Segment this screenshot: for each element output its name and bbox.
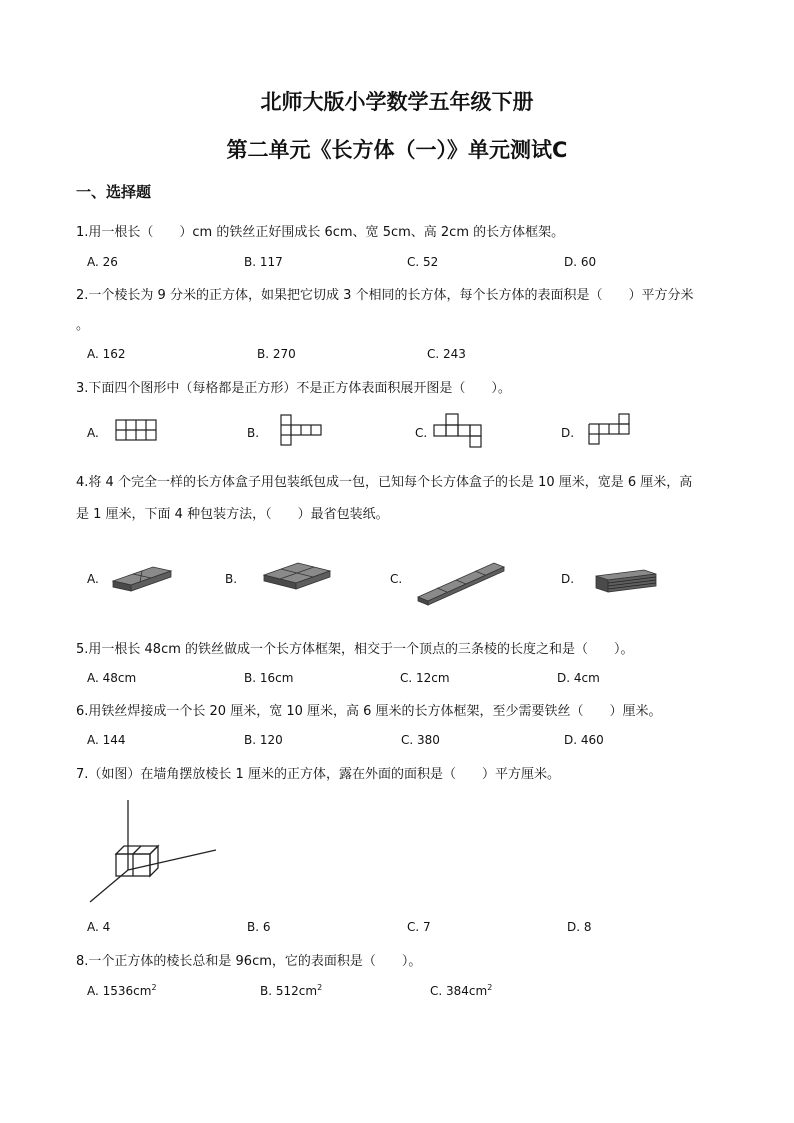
q4-option-c[interactable]: C. (390, 572, 403, 586)
question-4-text: 4.将 4 个完全一样的长方体盒子用包装纸包成一包，已知每个长方体盒子的长是 10 厘米，宽是 6 厘米，高 (76, 475, 693, 490)
net-figure-c (434, 414, 484, 448)
q6-option-c[interactable]: C. 380 (401, 733, 440, 747)
q8-option-a-unit-exponent: 2 (151, 983, 157, 992)
section-heading: 一、选择题 (76, 183, 152, 201)
net-figure-a (116, 420, 158, 442)
question-4-text-cont: 是 1 厘米，下面 4 种包装方法，（ ）最省包装纸。 (76, 507, 389, 522)
q8-option-c-unit-exponent: 2 (487, 983, 493, 992)
q8-option-b-label: B. 512cm (260, 984, 318, 998)
q1-option-d[interactable]: D. 60 (564, 255, 597, 269)
net-figure-b (281, 415, 325, 447)
q2-option-b[interactable]: B. 270 (257, 347, 296, 361)
document-title: 北师大版小学数学五年级下册 (260, 90, 534, 114)
q3-option-b[interactable]: B. (247, 426, 260, 440)
question-1-text: 1.用一根长（ ）cm 的铁丝正好围成长 6cm、宽 5cm、高 2cm 的长方体框架。 (76, 225, 565, 240)
q8-option-b-unit-exponent: 2 (317, 983, 323, 992)
q6-option-a[interactable]: A. 144 (87, 733, 126, 747)
q5-option-d[interactable]: D. 4cm (557, 671, 600, 685)
q6-option-b[interactable]: B. 120 (244, 733, 283, 747)
q8-option-a[interactable] (87, 983, 157, 998)
q7-option-c[interactable]: C. 7 (407, 920, 431, 934)
question-7-text: 7.（如图）在墙角摆放棱长 1 厘米的正方体，露在外面的面积是（ ）平方厘米。 (76, 767, 560, 782)
q3-option-a[interactable]: A. (87, 426, 99, 440)
box-arrangement-b (262, 559, 332, 595)
q5-option-a[interactable]: A. 48cm (87, 671, 137, 685)
q2-option-c[interactable]: C. 243 (427, 347, 466, 361)
question-8-text: 8.一个正方体的棱长总和是 96cm，它的表面积是（ ）。 (76, 954, 422, 969)
question-5-text: 5.用一根长 48cm 的铁丝做成一个长方体框架，相交于一个顶点的三条棱的长度之和是（ ）。 (76, 642, 634, 657)
q6-option-d[interactable]: D. 460 (564, 733, 604, 747)
q1-option-a[interactable]: A. 26 (87, 255, 118, 269)
q8-option-a-label: A. 1536cm (87, 984, 152, 998)
q5-option-c[interactable]: C. 12cm (400, 671, 450, 685)
q7-option-d[interactable]: D. 8 (567, 920, 592, 934)
q4-option-a[interactable]: A. (87, 572, 99, 586)
q1-option-c[interactable]: C. 52 (407, 255, 439, 269)
box-arrangement-a (111, 561, 173, 595)
q8-option-b[interactable] (260, 983, 322, 998)
q8-option-c-label: C. 384cm (430, 984, 488, 998)
net-figure-d (589, 414, 633, 446)
q3-option-d[interactable]: D. (561, 426, 575, 440)
q1-option-b[interactable]: B. 117 (244, 255, 283, 269)
box-arrangement-d (594, 568, 658, 596)
q4-option-d[interactable]: D. (561, 572, 575, 586)
q3-option-c[interactable]: C. (415, 426, 428, 440)
question-3-text: 3.下面四个图形中（每格都是正方形）不是正方体表面积展开图是（ ）。 (76, 381, 511, 396)
q7-option-a[interactable]: A. 4 (87, 920, 111, 934)
q4-option-b[interactable]: B. (225, 572, 238, 586)
q7-option-b[interactable]: B. 6 (247, 920, 271, 934)
question-2-text-cont: 。 (76, 318, 90, 333)
corner-cubes-figure (88, 798, 218, 906)
box-arrangement-c (416, 557, 506, 607)
q2-option-a[interactable]: A. 162 (87, 347, 126, 361)
q5-option-b[interactable]: B. 16cm (244, 671, 294, 685)
q8-option-c[interactable] (430, 983, 492, 998)
document-subtitle: 第二单元《长方体（一）》单元测试C (226, 138, 568, 162)
question-2-text: 2.一个棱长为 9 分米的正方体，如果把它切成 3 个相同的长方体，每个长方体的表面积是（ ）平方分米 (76, 288, 694, 303)
question-6-text: 6.用铁丝焊接成一个长 20 厘米，宽 10 厘米，高 6 厘米的长方体框架，至少需要铁丝（ ）厘米。 (76, 704, 662, 719)
